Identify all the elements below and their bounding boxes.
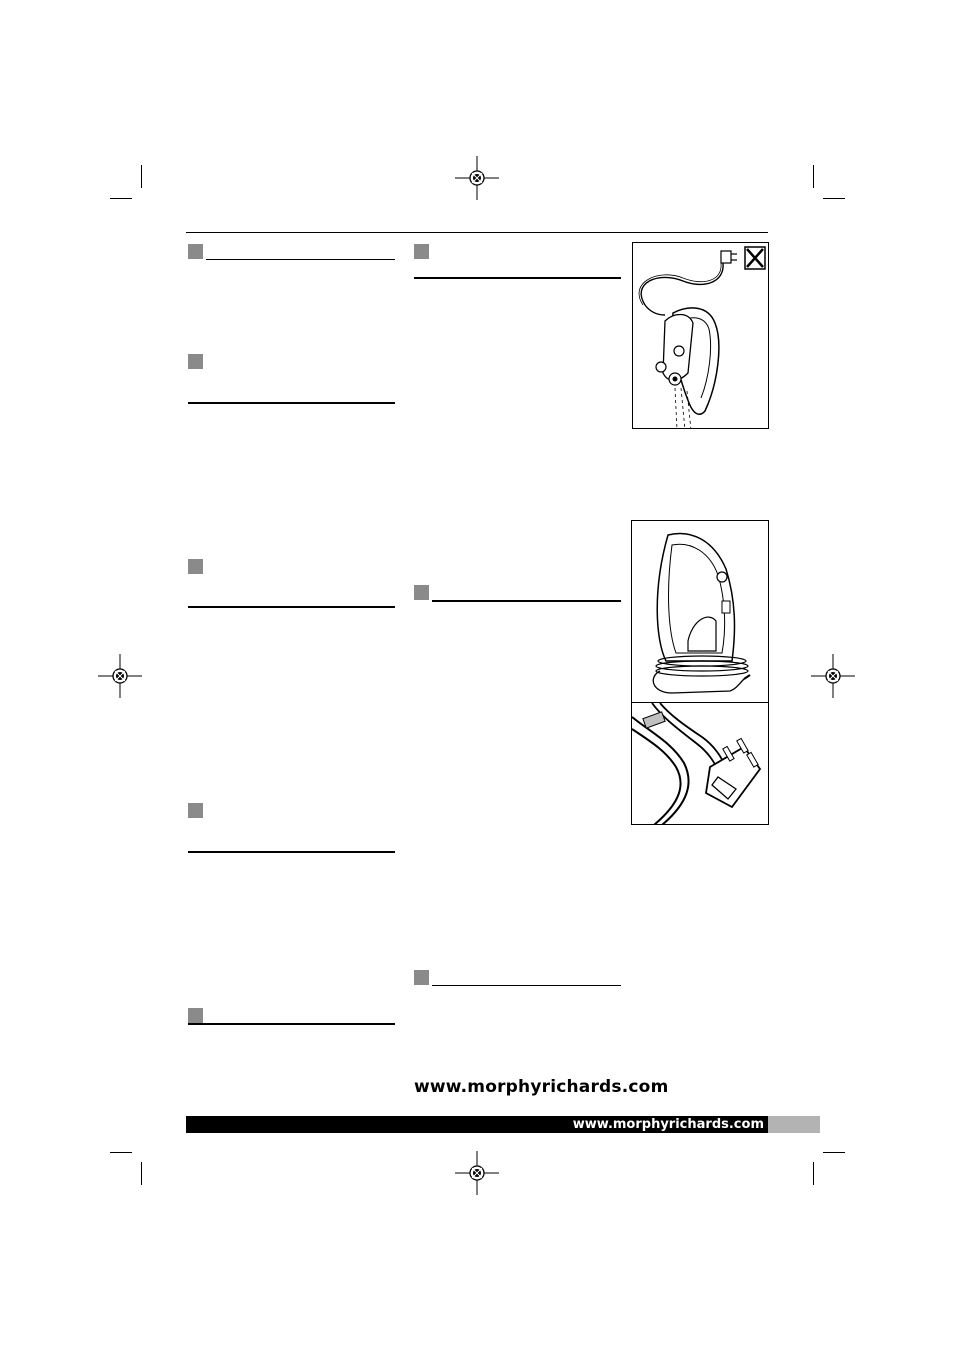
website-url[interactable]: www.morphyrichards.com [414,1077,669,1097]
crop-mark-bottom-right-h [823,1152,845,1153]
section-rule [188,402,395,404]
header-rule [186,232,768,233]
section-marker [188,244,203,259]
crop-mark-bottom-left-h [110,1152,132,1153]
section-rule [188,1023,395,1025]
section-rule [206,259,395,260]
crop-mark-bottom-right-v [813,1162,814,1185]
registration-mark-bottom [455,1151,499,1195]
footer-bar [186,1116,768,1133]
crop-mark-top-right-v [813,165,814,188]
page-number-tab [768,1116,820,1133]
section-rule [432,600,621,602]
plug-drawing [632,703,768,825]
crop-mark-top-right-h [823,198,845,199]
crop-mark-top-left-v [141,165,142,188]
registration-mark-top [455,156,499,200]
do-not-icon [745,247,765,269]
section-marker [188,559,203,574]
section-rule [188,606,395,608]
section-marker [414,585,429,600]
registration-mark-left [98,654,142,698]
illustration-iron-draining [632,242,769,429]
crop-mark-top-left-h [110,198,132,199]
crop-mark-bottom-left-v [141,1162,142,1185]
registration-mark-right [811,654,855,698]
section-rule [414,277,621,279]
section-rule [188,851,395,853]
section-marker [188,1008,203,1023]
section-marker [414,244,429,259]
iron-upright-drawing [632,521,768,702]
iron-draining-drawing [633,243,769,429]
section-marker [414,970,429,985]
section-marker [188,354,203,369]
illustration-cord-storage [631,520,769,825]
footer-bar-url[interactable]: www.morphyrichards.com [572,1117,764,1132]
section-marker [188,803,203,818]
section-rule [432,985,621,986]
